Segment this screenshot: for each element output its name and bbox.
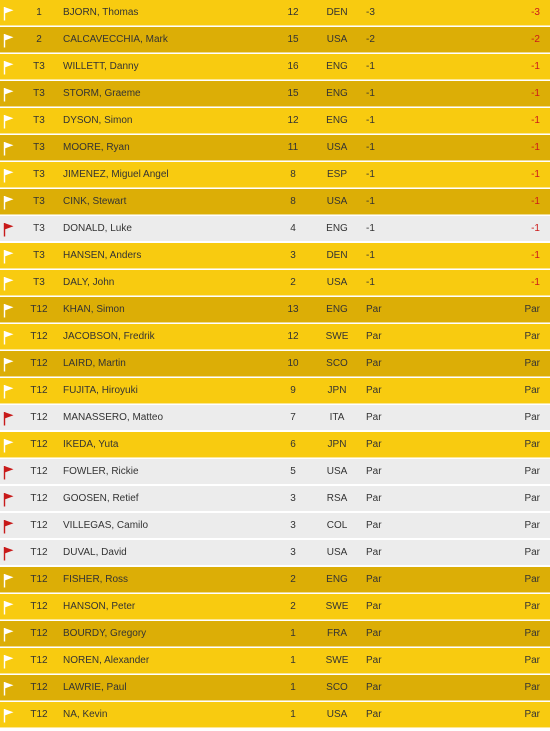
- white-flag-icon: [3, 594, 17, 620]
- today-score: -1: [366, 115, 375, 126]
- country-code: ESP: [326, 169, 347, 180]
- position-cell: T12: [30, 439, 48, 450]
- white-flag-icon: [3, 27, 17, 53]
- holes-played: 8: [290, 196, 296, 207]
- position-cell: T3: [33, 196, 45, 207]
- leaderboard-row[interactable]: [0, 81, 550, 107]
- position-cell: T3: [33, 277, 45, 288]
- leaderboard-row[interactable]: [0, 162, 550, 188]
- total-score: Par: [524, 601, 540, 612]
- white-flag-icon: [3, 108, 17, 134]
- position-cell: T3: [33, 142, 45, 153]
- player-name: MANASSERO, Matteo: [63, 412, 164, 423]
- white-flag-icon: [3, 351, 17, 377]
- leaderboard-row[interactable]: [0, 0, 550, 26]
- country-code: USA: [326, 547, 348, 558]
- country-code: SWE: [325, 601, 349, 612]
- white-flag-icon: [3, 702, 17, 728]
- total-score: Par: [524, 682, 540, 693]
- country-code: RSA: [326, 493, 348, 504]
- player-name: IKEDA, Yuta: [63, 439, 119, 450]
- leaderboard-row[interactable]: [0, 324, 550, 350]
- position-cell: T12: [30, 466, 48, 477]
- holes-played: 10: [287, 358, 299, 369]
- position-cell: T12: [30, 574, 48, 585]
- today-score: -1: [366, 61, 375, 72]
- player-name: FISHER, Ross: [63, 574, 129, 585]
- position-cell: 2: [36, 34, 42, 45]
- player-name: GOOSEN, Retief: [63, 493, 139, 504]
- position-cell: T12: [30, 628, 48, 639]
- holes-played: 12: [287, 331, 299, 342]
- player-name: NA, Kevin: [63, 709, 108, 720]
- position-cell: T12: [30, 331, 48, 342]
- leaderboard-row[interactable]: [0, 540, 550, 566]
- country-code: USA: [326, 466, 348, 477]
- total-score: -1: [531, 223, 540, 234]
- total-score: -1: [531, 88, 540, 99]
- country-code: USA: [326, 277, 348, 288]
- position-cell: T12: [30, 385, 48, 396]
- country-code: USA: [326, 142, 348, 153]
- today-score: -1: [366, 88, 375, 99]
- today-score: Par: [366, 628, 382, 639]
- today-score: Par: [366, 574, 382, 585]
- position-cell: T12: [30, 682, 48, 693]
- player-name: BJORN, Thomas: [63, 7, 139, 18]
- player-name: FUJITA, Hiroyuki: [63, 385, 138, 396]
- today-score: -1: [366, 196, 375, 207]
- holes-played: 2: [290, 601, 296, 612]
- white-flag-icon: [3, 189, 17, 215]
- leaderboard-row[interactable]: [0, 594, 550, 620]
- total-score: Par: [524, 628, 540, 639]
- country-code: ENG: [326, 115, 348, 126]
- holes-played: 8: [290, 169, 296, 180]
- white-flag-icon: [3, 81, 17, 107]
- white-flag-icon: [3, 270, 17, 296]
- holes-played: 12: [287, 7, 299, 18]
- player-name: VILLEGAS, Camilo: [63, 520, 149, 531]
- red-flag-icon: [3, 540, 17, 566]
- today-score: Par: [366, 682, 382, 693]
- country-code: ENG: [326, 304, 348, 315]
- country-code: ENG: [326, 88, 348, 99]
- leaderboard-row[interactable]: [0, 513, 550, 539]
- holes-played: 15: [287, 88, 299, 99]
- player-name: BOURDY, Gregory: [63, 628, 147, 639]
- holes-played: 3: [290, 547, 296, 558]
- player-name: JIMENEZ, Miguel Angel: [63, 169, 169, 180]
- leaderboard-row[interactable]: [0, 405, 550, 431]
- white-flag-icon: [3, 324, 17, 350]
- holes-played: 3: [290, 520, 296, 531]
- total-score: Par: [524, 331, 540, 342]
- country-code: ENG: [326, 223, 348, 234]
- leaderboard-row[interactable]: [0, 702, 550, 728]
- today-score: Par: [366, 520, 382, 531]
- today-score: Par: [366, 412, 382, 423]
- red-flag-icon: [3, 486, 17, 512]
- total-score: -1: [531, 277, 540, 288]
- white-flag-icon: [3, 378, 17, 404]
- today-score: -1: [366, 250, 375, 261]
- leaderboard-row[interactable]: [0, 621, 550, 647]
- country-code: USA: [326, 196, 348, 207]
- leaderboard-row[interactable]: [0, 459, 550, 485]
- holes-played: 5: [290, 466, 296, 477]
- player-name: HANSON, Peter: [63, 601, 136, 612]
- country-code: USA: [326, 709, 348, 720]
- total-score: Par: [524, 574, 540, 585]
- country-code: DEN: [326, 250, 348, 261]
- today-score: -1: [366, 223, 375, 234]
- player-name: JACOBSON, Fredrik: [63, 331, 155, 342]
- position-cell: T12: [30, 520, 48, 531]
- country-code: ITA: [329, 412, 345, 423]
- holes-played: 7: [290, 412, 296, 423]
- total-score: Par: [524, 493, 540, 504]
- player-name: FOWLER, Rickie: [63, 466, 139, 477]
- today-score: -2: [366, 34, 375, 45]
- player-name: CINK, Stewart: [63, 196, 127, 207]
- holes-played: 11: [287, 142, 299, 153]
- total-score: Par: [524, 304, 540, 315]
- white-flag-icon: [3, 0, 17, 26]
- leaderboard-row[interactable]: [0, 432, 550, 458]
- today-score: -3: [366, 7, 375, 18]
- today-score: -1: [366, 169, 375, 180]
- today-score: -1: [366, 277, 375, 288]
- today-score: Par: [366, 304, 382, 315]
- country-code: SCO: [326, 358, 348, 369]
- player-name: LAIRD, Martin: [63, 358, 126, 369]
- country-code: ENG: [326, 61, 348, 72]
- red-flag-icon: [3, 405, 17, 431]
- holes-played: 9: [290, 385, 296, 396]
- player-name: HANSEN, Anders: [63, 250, 142, 261]
- today-score: Par: [366, 547, 382, 558]
- total-score: Par: [524, 655, 540, 666]
- position-cell: T3: [33, 115, 45, 126]
- player-name: CALCAVECCHIA, Mark: [63, 34, 168, 45]
- player-name: DALY, John: [63, 277, 115, 288]
- position-cell: T12: [30, 304, 48, 315]
- total-score: -1: [531, 115, 540, 126]
- total-score: Par: [524, 520, 540, 531]
- holes-played: 12: [287, 115, 299, 126]
- position-cell: T12: [30, 412, 48, 423]
- leaderboard-row[interactable]: [0, 189, 550, 215]
- today-score: -1: [366, 142, 375, 153]
- total-score: -1: [531, 169, 540, 180]
- position-cell: T3: [33, 169, 45, 180]
- position-cell: T12: [30, 358, 48, 369]
- position-cell: T12: [30, 709, 48, 720]
- total-score: -2: [531, 34, 540, 45]
- player-name: KHAN, Simon: [63, 304, 125, 315]
- red-flag-icon: [3, 513, 17, 539]
- country-code: USA: [326, 34, 348, 45]
- total-score: Par: [524, 358, 540, 369]
- country-code: FRA: [327, 628, 347, 639]
- white-flag-icon: [3, 135, 17, 161]
- today-score: Par: [366, 601, 382, 612]
- leaderboard-row[interactable]: [0, 54, 550, 80]
- position-cell: T12: [30, 493, 48, 504]
- total-score: Par: [524, 709, 540, 720]
- total-score: -1: [531, 61, 540, 72]
- position-cell: 1: [36, 7, 42, 18]
- player-name: DUVAL, David: [63, 547, 127, 558]
- player-name: DYSON, Simon: [63, 115, 133, 126]
- white-flag-icon: [3, 648, 17, 674]
- leaderboard-row[interactable]: [0, 486, 550, 512]
- country-code: SCO: [326, 682, 348, 693]
- today-score: Par: [366, 655, 382, 666]
- today-score: Par: [366, 439, 382, 450]
- player-name: MOORE, Ryan: [63, 142, 130, 153]
- position-cell: T3: [33, 61, 45, 72]
- position-cell: T3: [33, 250, 45, 261]
- holes-played: 1: [290, 682, 296, 693]
- today-score: Par: [366, 385, 382, 396]
- leaderboard-row[interactable]: [0, 270, 550, 296]
- country-code: ENG: [326, 574, 348, 585]
- today-score: Par: [366, 466, 382, 477]
- white-flag-icon: [3, 675, 17, 701]
- country-code: SWE: [325, 655, 349, 666]
- country-code: COL: [326, 520, 348, 531]
- leaderboard-row[interactable]: [0, 351, 550, 377]
- leaderboard-row[interactable]: [0, 135, 550, 161]
- total-score: Par: [524, 466, 540, 477]
- holes-played: 1: [290, 628, 296, 639]
- white-flag-icon: [3, 432, 17, 458]
- country-code: SWE: [325, 331, 349, 342]
- holes-played: 2: [290, 277, 296, 288]
- player-name: NOREN, Alexander: [63, 655, 150, 666]
- position-cell: T12: [30, 547, 48, 558]
- player-name: STORM, Graeme: [63, 88, 141, 99]
- leaderboard-row[interactable]: [0, 243, 550, 269]
- red-flag-icon: [3, 459, 17, 485]
- player-name: DONALD, Luke: [63, 223, 132, 234]
- player-name: LAWRIE, Paul: [63, 682, 127, 693]
- holes-played: 16: [287, 61, 299, 72]
- leaderboard-row[interactable]: [0, 108, 550, 134]
- red-flag-icon: [3, 216, 17, 242]
- holes-played: 3: [290, 250, 296, 261]
- country-code: DEN: [326, 7, 348, 18]
- leaderboard-row[interactable]: [0, 378, 550, 404]
- leaderboard-row[interactable]: [0, 216, 550, 242]
- today-score: Par: [366, 358, 382, 369]
- holes-played: 3: [290, 493, 296, 504]
- holes-played: 4: [290, 223, 296, 234]
- today-score: Par: [366, 331, 382, 342]
- position-cell: T3: [33, 223, 45, 234]
- holes-played: 6: [290, 439, 296, 450]
- holes-played: 13: [287, 304, 299, 315]
- white-flag-icon: [3, 243, 17, 269]
- white-flag-icon: [3, 162, 17, 188]
- white-flag-icon: [3, 567, 17, 593]
- total-score: -3: [531, 7, 540, 18]
- white-flag-icon: [3, 297, 17, 323]
- player-name: WILLETT, Danny: [63, 61, 139, 72]
- holes-played: 2: [290, 574, 296, 585]
- position-cell: T3: [33, 88, 45, 99]
- total-score: -1: [531, 250, 540, 261]
- total-score: -1: [531, 142, 540, 153]
- total-score: Par: [524, 412, 540, 423]
- today-score: Par: [366, 493, 382, 504]
- leaderboard-row[interactable]: [0, 675, 550, 701]
- total-score: Par: [524, 385, 540, 396]
- today-score: Par: [366, 709, 382, 720]
- holes-played: 1: [290, 709, 296, 720]
- leaderboard-row[interactable]: [0, 297, 550, 323]
- white-flag-icon: [3, 621, 17, 647]
- leaderboard-row[interactable]: [0, 648, 550, 674]
- country-code: JPN: [327, 385, 347, 396]
- position-cell: T12: [30, 601, 48, 612]
- leaderboard-row[interactable]: [0, 567, 550, 593]
- total-score: Par: [524, 547, 540, 558]
- total-score: Par: [524, 439, 540, 450]
- holes-played: 15: [287, 34, 299, 45]
- total-score: -1: [531, 196, 540, 207]
- country-code: JPN: [327, 439, 347, 450]
- holes-played: 1: [290, 655, 296, 666]
- leaderboard-row[interactable]: [0, 27, 550, 53]
- position-cell: T12: [30, 655, 48, 666]
- white-flag-icon: [3, 54, 17, 80]
